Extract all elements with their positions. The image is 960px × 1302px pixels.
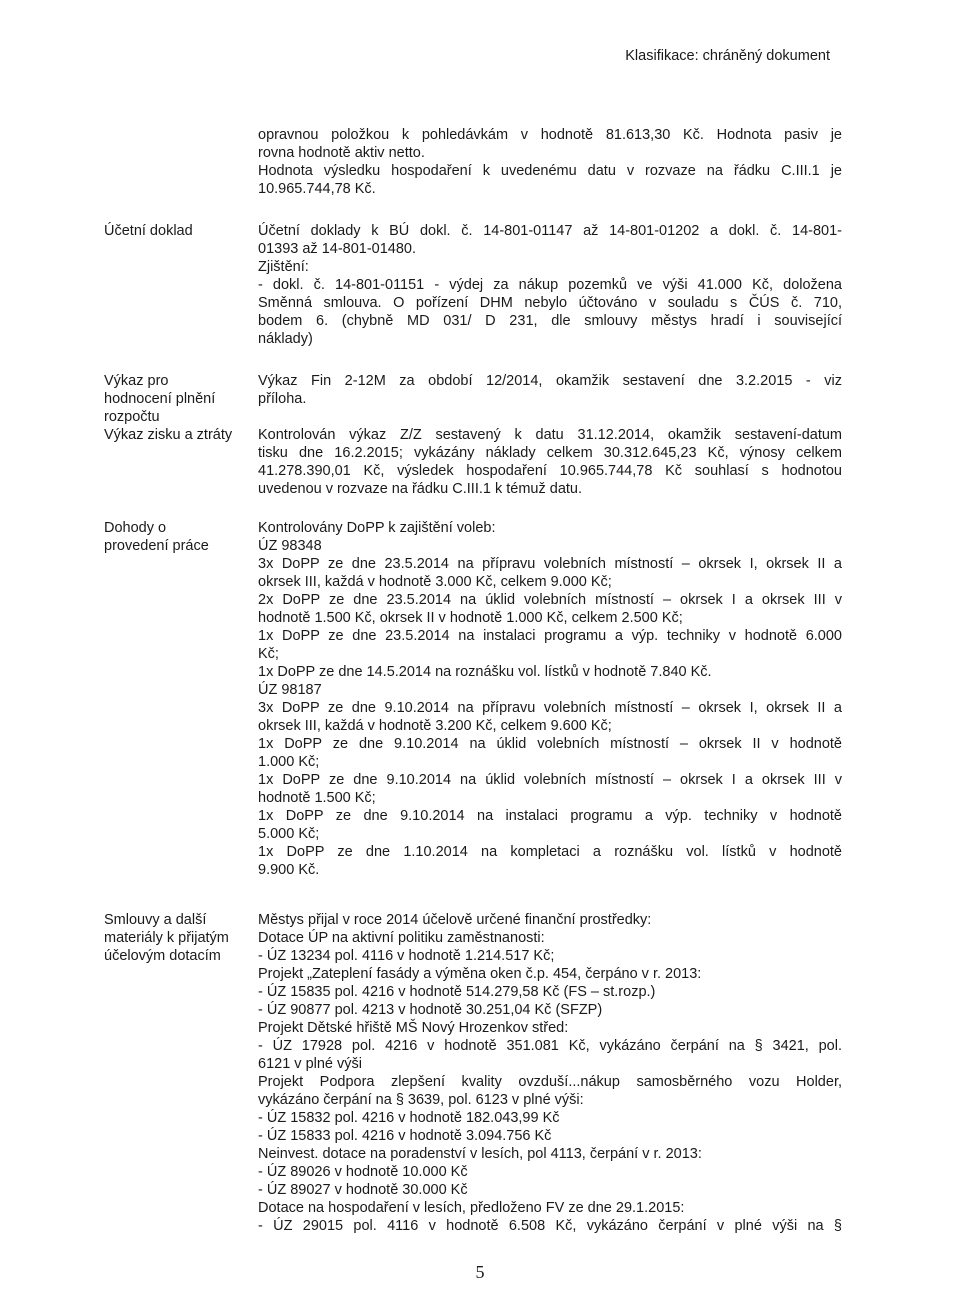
label-line: Účetní doklad bbox=[104, 223, 193, 239]
text-line: Dotace ÚP na aktivní politiku zaměstnanosti: bbox=[258, 930, 545, 946]
text-line: 1x DoPP ze dne 9.10.2014 na úklid volebních místností – okrsek I a okrsek III v bbox=[258, 772, 842, 788]
section-label bbox=[104, 911, 254, 965]
section-label bbox=[104, 426, 254, 444]
text-line: příloha. bbox=[258, 391, 307, 407]
text-line: 1x DoPP ze dne 9.10.2014 na úklid volebních místností – okrsek II v hodnotě bbox=[258, 736, 842, 752]
text-line: okrsek III, každá v hodnotě 3.000 Kč, celkem 9.000 Kč; bbox=[258, 574, 612, 590]
classification-header: Klasifikace: chráněný dokument bbox=[625, 48, 830, 64]
text-line: - ÚZ 15833 pol. 4216 v hodnotě 3.094.756 Kč bbox=[258, 1128, 552, 1144]
text-line: Směnná smlouva. O pořízení DHM nebylo účtováno v souladu s ČÚS č. 710, bbox=[258, 295, 842, 311]
text-line: 1x DoPP ze dne 9.10.2014 na instalaci programu a výp. techniky v hodnotě bbox=[258, 808, 842, 824]
section-label bbox=[104, 519, 254, 555]
text-line: 1x DoPP ze dne 23.5.2014 na instalaci programu a výp. techniky v hodnotě 6.000 bbox=[258, 628, 842, 644]
text-line: 6121 v plné výši bbox=[258, 1056, 362, 1072]
text-line: 41.278.390,01 Kč, výsledek hospodaření 10.965.744,78 Kč souhlasí s hodnotou bbox=[258, 463, 842, 479]
section-content bbox=[258, 911, 842, 1235]
label-line: hodnocení plnění bbox=[104, 391, 216, 407]
text-line: Městys přijal v roce 2014 účelově určené finanční prostředky: bbox=[258, 912, 652, 928]
text-line: 10.965.744,78 Kč. bbox=[258, 181, 376, 197]
section-content bbox=[258, 222, 842, 348]
text-line: Účetní doklady k BÚ dokl. č. 14-801-01147 až 14-801-01202 a dokl. č. 14-801- bbox=[258, 223, 842, 239]
text-line: 9.900 Kč. bbox=[258, 862, 320, 878]
text-line: ÚZ 98348 bbox=[258, 538, 322, 554]
text-line: 3x DoPP ze dne 23.5.2014 na přípravu volebních místností – okrsek I, okrsek II a bbox=[258, 556, 842, 572]
text-line: Projekt Dětské hřiště MŠ Nový Hrozenkov střed: bbox=[258, 1020, 569, 1036]
text-line: 1x DoPP ze dne 14.5.2014 na roznášku vol. lístků v hodnotě 7.840 Kč. bbox=[258, 664, 712, 680]
text-line: vykázáno čerpání na § 3639, pol. 6123 v plné výši: bbox=[258, 1092, 584, 1108]
text-line: Výkaz Fin 2-12M za období 12/2014, okamžik sestavení dne 3.2.2015 - viz bbox=[258, 373, 842, 389]
text-line: 2x DoPP ze dne 23.5.2014 na úklid volebních místností – okrsek I a okrsek III v bbox=[258, 592, 842, 608]
text-line: Projekt „Zateplení fasády a výměna oken č.p. 454, čerpáno v r. 2013: bbox=[258, 966, 702, 982]
text-line: - ÚZ 89027 v hodnotě 30.000 Kč bbox=[258, 1182, 468, 1198]
page-number: 5 bbox=[475, 1262, 485, 1282]
text-line: 1x DoPP ze dne 1.10.2014 na kompletaci a roznášku vol. lístků v hodnotě bbox=[258, 844, 842, 860]
label-line: Výkaz pro bbox=[104, 373, 169, 389]
text-line: Kč; bbox=[258, 646, 279, 662]
label-line: provedení práce bbox=[104, 538, 209, 554]
text-line: náklady) bbox=[258, 331, 313, 347]
text-line: - ÚZ 29015 pol. 4116 v hodnotě 6.508 Kč, vykázáno čerpání v plné výši na § bbox=[258, 1218, 842, 1234]
label-line: rozpočtu bbox=[104, 409, 160, 425]
text-line: Projekt Podpora zlepšení kvality ovzduší...nákup samosběrného vozu Holder, bbox=[258, 1074, 842, 1090]
section-label bbox=[104, 222, 254, 240]
text-line: - ÚZ 89026 v hodnotě 10.000 Kč bbox=[258, 1164, 468, 1180]
text-line: Zjištění: bbox=[258, 259, 309, 275]
text-line: - ÚZ 90877 pol. 4213 v hodnotě 30.251,04 Kč (SFZP) bbox=[258, 1002, 603, 1018]
section-content bbox=[258, 372, 842, 408]
intro-paragraph bbox=[258, 126, 842, 198]
text-line: rovna hodnotě aktiv netto. bbox=[258, 145, 425, 161]
label-line: účelovým dotacím bbox=[104, 948, 221, 964]
text-line: - ÚZ 17928 pol. 4216 v hodnotě 351.081 Kč, vykázáno čerpání na § 3421, pol. bbox=[258, 1038, 842, 1054]
text-line: 1.000 Kč; bbox=[258, 754, 320, 770]
label-line: Smlouvy a další bbox=[104, 912, 207, 928]
text-line: - ÚZ 15832 pol. 4216 v hodnotě 182.043,99 Kč bbox=[258, 1110, 560, 1126]
text-line: tisku dne 16.2.2015; vykázány náklady celkem 30.312.645,23 Kč, výnosy celkem bbox=[258, 445, 842, 461]
label-line: materiály k přijatým bbox=[104, 930, 229, 946]
text-line: 5.000 Kč; bbox=[258, 826, 320, 842]
text-line: Kontrolovány DoPP k zajištění voleb: bbox=[258, 520, 496, 536]
text-line: hodnotě 1.500 Kč, okrsek II v hodnotě 1.000 Kč, celkem 2.500 Kč; bbox=[258, 610, 683, 626]
text-line: opravnou položkou k pohledávkám v hodnotě 81.613,30 Kč. Hodnota pasiv je bbox=[258, 127, 842, 143]
section-label bbox=[104, 372, 254, 426]
text-line: uvedenou v rozvaze na řádku C.III.1 k témuž datu. bbox=[258, 481, 583, 497]
text-line: 01393 až 14-801-01480. bbox=[258, 241, 417, 257]
section-content bbox=[258, 519, 842, 879]
text-line: Hodnota výsledku hospodaření k uvedenému datu v rozvaze na řádku C.III.1 je bbox=[258, 163, 842, 179]
text-line: Neinvest. dotace na poradenství v lesích, pol 4113, čerpání v r. 2013: bbox=[258, 1146, 702, 1162]
text-line: bodem 6. (chybně MD 031/ D 231, dle smlouvy městys hradí i související bbox=[258, 313, 842, 329]
text-line: hodnotě 1.500 Kč; bbox=[258, 790, 376, 806]
label-line: Dohody o bbox=[104, 520, 167, 536]
text-line: ÚZ 98187 bbox=[258, 682, 322, 698]
text-line: - ÚZ 15835 pol. 4216 v hodnotě 514.279,58 Kč (FS – st.rozp.) bbox=[258, 984, 656, 1000]
text-line: 3x DoPP ze dne 9.10.2014 na přípravu volebních místností – okrsek I, okrsek II a bbox=[258, 700, 842, 716]
text-line: - dokl. č. 14-801-01151 - výdej za nákup pozemků ve výši 41.000 Kč, doložena bbox=[258, 277, 842, 293]
section-content bbox=[258, 426, 842, 498]
text-line: Kontrolován výkaz Z/Z sestavený k datu 31.12.2014, okamžik sestavení-datum bbox=[258, 427, 842, 443]
text-line: okrsek III, každá v hodnotě 3.200 Kč, celkem 9.600 Kč; bbox=[258, 718, 612, 734]
text-line: Dotace na hospodaření v lesích, předloženo FV ze dne 29.1.2015: bbox=[258, 1200, 685, 1216]
label-line: Výkaz zisku a ztráty bbox=[104, 427, 233, 443]
text-line: - ÚZ 13234 pol. 4116 v hodnotě 1.214.517 Kč; bbox=[258, 948, 555, 964]
